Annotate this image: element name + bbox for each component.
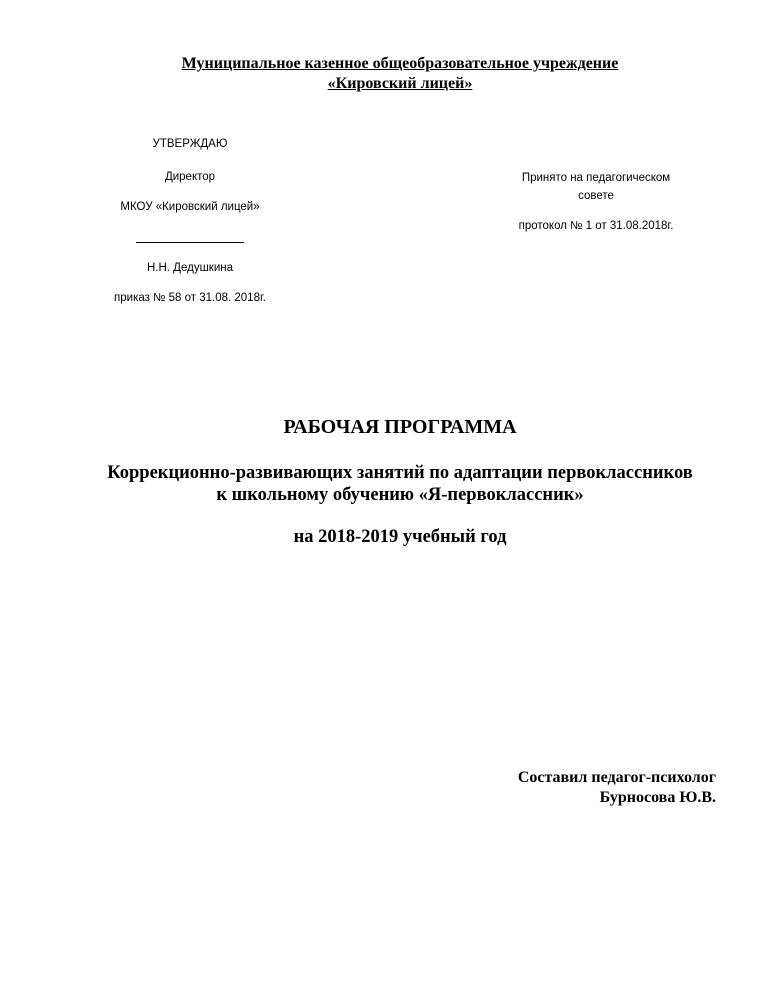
approve-director-name: Н.Н. Дедушкина — [146, 262, 233, 274]
program-title: РАБОЧАЯ ПРОГРАММА — [283, 416, 517, 438]
program-subtitle-line2: к школьному обучению «Я-первоклассник» — [216, 485, 584, 505]
program-subtitle — [0, 462, 768, 506]
approve-order: приказ № 58 от 31.08. 2018г. — [114, 292, 266, 304]
accepted-line1: Принято на педагогическом — [521, 172, 671, 184]
program-year: на 2018-2019 учебный год — [293, 527, 507, 547]
approve-organization: МКОУ «Кировский лицей» — [120, 201, 260, 213]
institution-header — [0, 54, 768, 94]
institution-name: Муниципальное казенное общеобразовательное учреждение — [181, 55, 619, 72]
composer-role: Составил педагог-психолог — [517, 769, 716, 786]
approve-position: Директор — [164, 171, 216, 183]
composer-name: Бурносова Ю.В. — [599, 789, 716, 806]
accepted-line2: совете — [578, 190, 614, 202]
approve-title: УТВЕРЖДАЮ — [152, 138, 228, 150]
institution-short-name: «Кировский лицей» — [327, 75, 473, 92]
program-subtitle-line1: Коррекционно-развивающих занятий по адаптации первоклассников — [107, 463, 693, 483]
composer-block — [396, 768, 716, 808]
signature-line — [136, 242, 244, 243]
accepted-protocol: протокол № 1 от 31.08.2018г. — [518, 220, 674, 232]
